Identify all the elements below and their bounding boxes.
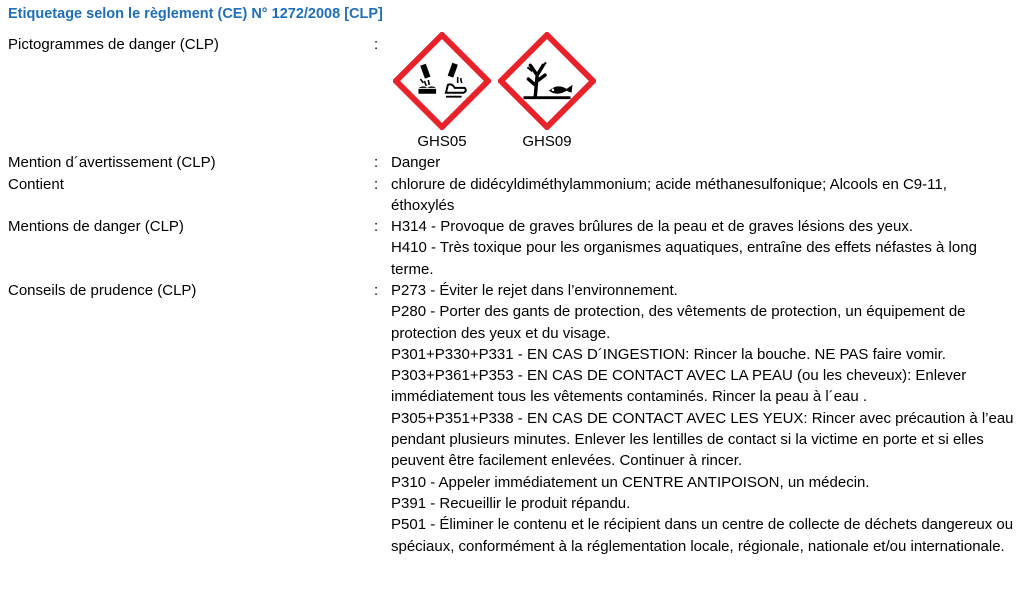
hazard-statement: H410 - Très toxique pour les organismes aquatiques, entraîne des effets néfastes à long terme. [391,239,977,278]
contains-value: chlorure de didécyldiméthylammonium; acide méthanesulfonique; Alcools en C9-11, éthoxylés [391,176,947,215]
precautionary-statement: P391 - Recueillir le produit répandu. [391,494,631,512]
contains-label: Contient [8,176,64,193]
precautionary-statement: P310 - Appeler immédiatement un CENTRE ANTIPOISON, un médecin. [391,473,870,491]
hazard-statements-label: Mentions de danger (CLP) [8,218,184,235]
signal-word-colon: : [374,154,379,171]
precautionary-statements-list [391,280,1016,557]
precautionary-statements-colon: : [374,282,379,299]
precautionary-statements-label: Conseils de prudence (CLP) [8,282,197,299]
hazard-statement: H314 - Provoque de graves brûlures de la peau et de graves lésions des yeux. [391,218,913,235]
contains-colon: : [374,176,379,193]
precautionary-statement: P301+P330+P331 - EN CAS D´INGESTION: Rincer la bouche. NE PAS faire vomir. [391,345,946,363]
pictograms-label: Pictogrammes de danger (CLP) [8,36,219,53]
pictograms-colon: : [374,36,379,53]
corrosion-icon [393,32,491,130]
signal-word-label: Mention d´avertissement (CLP) [8,154,216,171]
hazard-statements-colon: : [374,218,379,235]
ghs09-label: GHS09 [522,133,572,150]
ghs05-label: GHS05 [417,133,467,150]
signal-word-value: Danger [391,154,441,171]
precautionary-statement: P501 - Éliminer le contenu et le récipient dans un centre de collecte de déchets dangereux ou spéciaux, conformément à la réglementation locale, régionale, nationale et/ou internationale. [391,516,1014,555]
precautionary-statement: P303+P361+P353 - EN CAS DE CONTACT AVEC LA PEAU (ou les cheveux): Enlever immédiatement tous les vêtements contaminés. Rincer la peau à l´eau . [391,367,967,406]
hazard-statements-list [391,216,1011,280]
precautionary-statement: P280 - Porter des gants de protection, des vêtements de protection, un équipement de protection des yeux et du visage. [391,303,966,342]
section-heading: Etiquetage selon le règlement (CE) N° 1272/2008 [CLP] [8,6,383,22]
precautionary-statement: P305+P351+P338 - EN CAS DE CONTACT AVEC LES YEUX: Rincer avec précaution à l’eau pendant plusieurs minutes. Enlever les lentilles de contact si la victime en porte et si elles peuvent être facilement enlevées. Continuer à rincer. [391,409,1014,470]
precautionary-statement: P273 - Éviter le rejet dans l’environnement. [391,282,678,299]
environment-icon [498,32,596,130]
